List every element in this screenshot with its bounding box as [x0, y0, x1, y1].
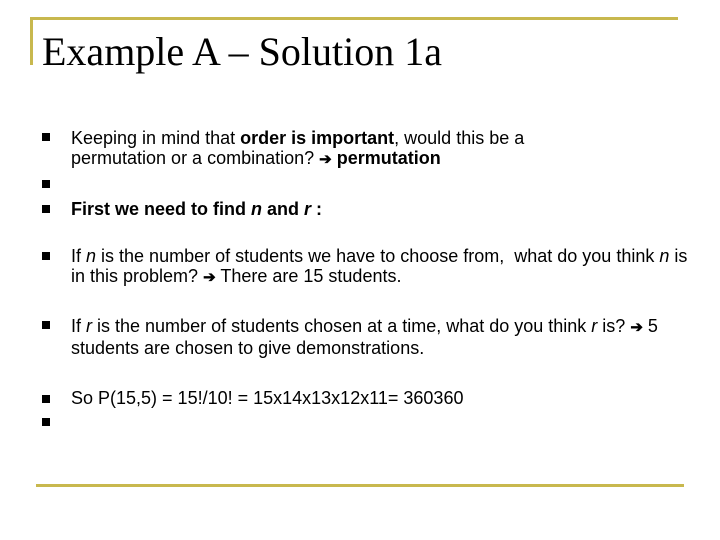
- right-arrow-icon: ➔: [203, 269, 216, 286]
- slide-title: Example A – Solution 1a: [42, 29, 442, 74]
- frame-left-line: [30, 17, 33, 65]
- item-answer: permutation: [336, 148, 441, 168]
- item-text: So P(15,5) = 15!/10! = 15x14x13x12x11= 360360: [71, 388, 464, 408]
- variable-n: n: [86, 246, 97, 266]
- square-bullet-icon: [42, 418, 50, 426]
- variable-r: r: [591, 316, 598, 336]
- frame-top-line: [30, 17, 678, 20]
- variable-r: r: [304, 199, 312, 219]
- item-answer: There are 15 students.: [220, 266, 402, 286]
- frame-bottom-line: [36, 484, 684, 487]
- item-text: If: [71, 316, 87, 336]
- square-bullet-icon: [42, 321, 50, 329]
- bullet-item-order: [71, 128, 591, 170]
- item-text: and: [262, 199, 305, 219]
- right-arrow-icon: ➔: [630, 319, 643, 336]
- item-text: is the number of students chosen at a time, what do you think: [92, 316, 592, 336]
- square-bullet-icon: [42, 252, 50, 260]
- item-text: is in this problem?: [71, 246, 688, 286]
- square-bullet-icon: [42, 395, 50, 403]
- bullet-item-n: [71, 246, 691, 288]
- item-text: is the number of students we have to choose from, what do you think: [96, 246, 660, 266]
- bullet-item-find-n-r: [71, 199, 691, 219]
- square-bullet-icon: [42, 133, 50, 141]
- item-emphasis: order is important: [240, 128, 395, 148]
- right-arrow-icon: ➔: [319, 151, 332, 168]
- variable-n: n: [659, 246, 670, 266]
- square-bullet-icon: [42, 180, 50, 188]
- item-text: is?: [597, 316, 626, 336]
- variable-r: r: [86, 316, 93, 336]
- item-text: If: [71, 246, 87, 266]
- bullet-item-r: [71, 316, 691, 358]
- variable-n: n: [251, 199, 263, 219]
- square-bullet-icon: [42, 205, 50, 213]
- item-text: :: [311, 199, 323, 219]
- item-answer: 5 students are chosen to give demonstrations.: [71, 316, 658, 358]
- item-text: Keeping in mind that: [71, 128, 241, 148]
- item-text: First we need to find: [71, 199, 252, 219]
- item-text: , would this be a permutation or a combination?: [71, 128, 525, 168]
- bullet-item-result: [71, 388, 691, 408]
